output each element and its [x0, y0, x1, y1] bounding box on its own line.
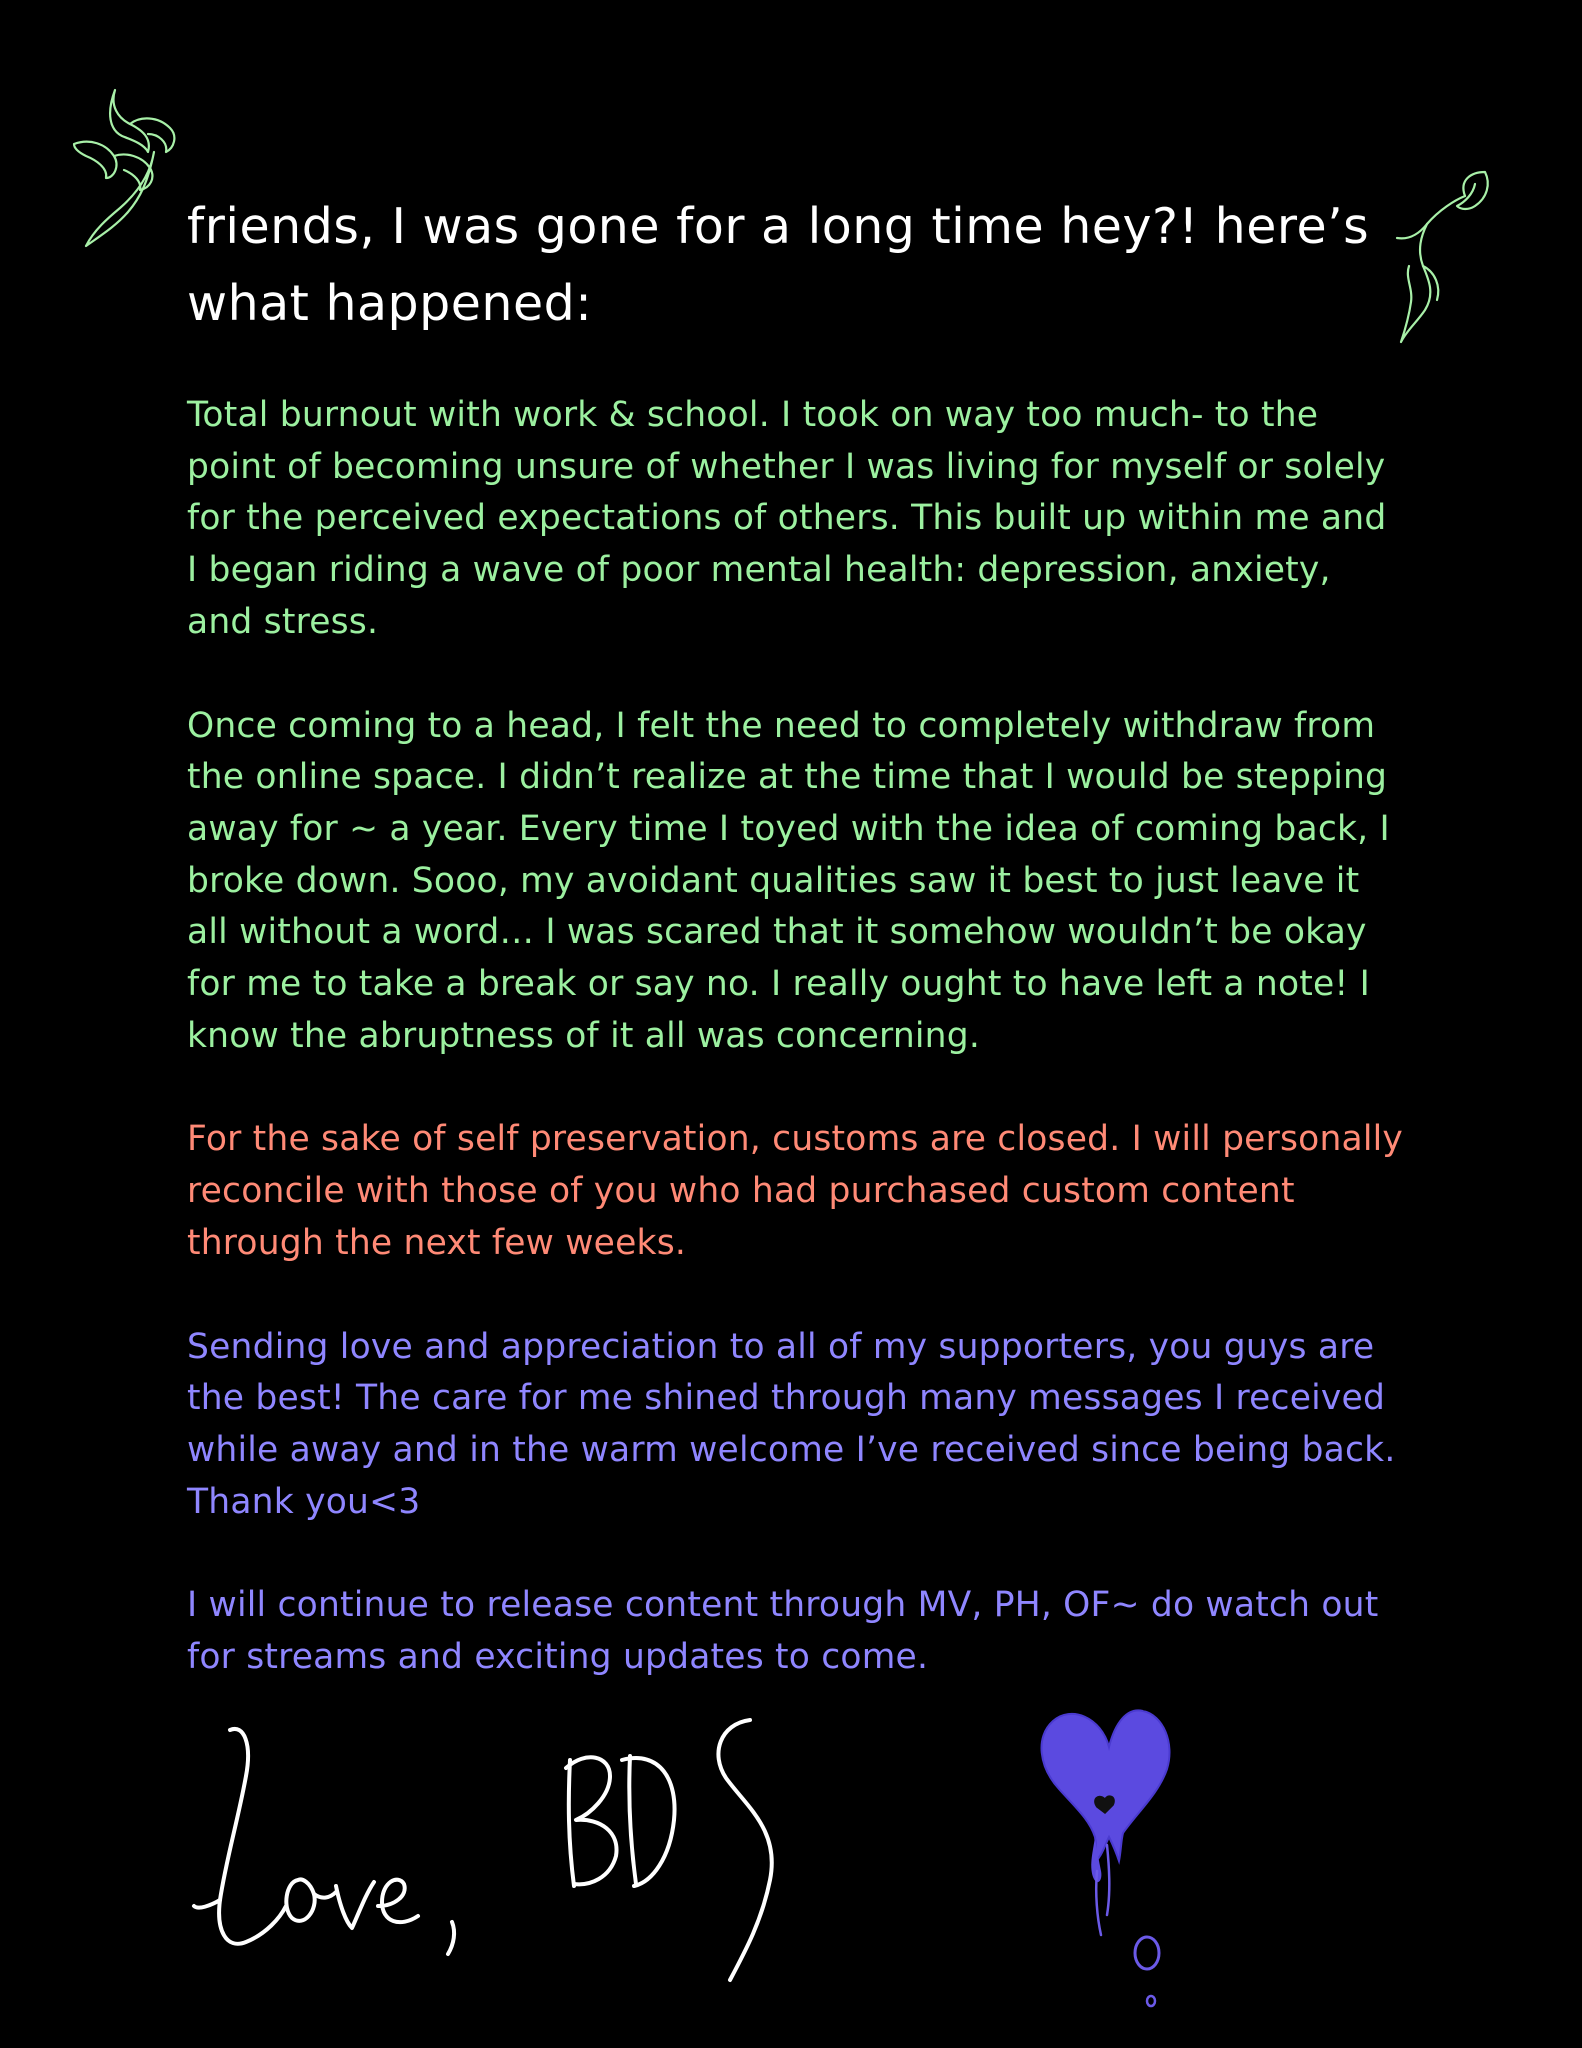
paragraph-line: broke down. Sooo, my avoidant qualities saw it best to just leave it [187, 860, 1360, 901]
paragraph-line: for me to take a break or say no. I really ought to have left a note! I [187, 964, 1371, 1005]
paragraph-line: Once coming to a head, I felt the need to completely withdraw from [187, 705, 1376, 746]
paragraph-future-content [187, 1580, 1417, 1683]
paragraph-appreciation [187, 1322, 1417, 1529]
paragraph-line: Total burnout with work & school. I took on way too much- to the [187, 395, 1319, 435]
paragraph-line: through the next few weeks. [187, 1222, 687, 1263]
paragraph-withdrawal [187, 701, 1417, 1063]
paragraph-line: For the sake of self preservation, customs are closed. I will personally [187, 1119, 1404, 1160]
paragraph-line: and stress. [187, 601, 379, 642]
paragraph-line: I will continue to release content through MV, PH, OF~ do watch out [187, 1585, 1379, 1626]
paragraph-line: Sending love and appreciation to all of my supporters, you guys are [187, 1326, 1375, 1367]
paragraph-line: all without a word… I was scared that it somehow wouldn’t be okay [187, 912, 1367, 953]
leaf-sprig-icon [70, 86, 185, 256]
paragraph-line: the online space. I didn’t realize at the time that I would be stepping [187, 757, 1388, 798]
paragraph-line: Thank you<3 [187, 1481, 421, 1522]
heading-line: what happened: [187, 275, 593, 332]
paragraph-customs-closed [187, 1114, 1417, 1269]
paragraph-line: I began riding a wave of poor mental health: depression, anxiety, [187, 550, 1331, 591]
paragraph-line: for the perceived expectations of others. This built up within me and [187, 498, 1387, 539]
paragraph-line: know the abruptness of it all was concerning. [187, 1015, 981, 1056]
paragraph-burnout [187, 390, 1417, 649]
paragraph-line: reconcile with those of you who had purchased custom content [187, 1171, 1295, 1212]
paragraph-line: the best! The care for me shined through many messages I received [187, 1378, 1386, 1419]
paragraph-line: point of becoming unsure of whether I was living for myself or solely [187, 446, 1386, 487]
letter-heading [187, 188, 1417, 342]
handwritten-signature [190, 1710, 830, 1990]
letter-body [187, 390, 1417, 1736]
dripping-heart-icon [1035, 1695, 1185, 2045]
paragraph-line: while away and in the warm welcome I’ve received since being back. [187, 1429, 1396, 1470]
heading-line: friends, I was gone for a long time hey?! here’s [187, 198, 1370, 255]
paragraph-line: away for ~ a year. Every time I toyed with the idea of coming back, I [187, 808, 1390, 849]
paragraph-line: for streams and exciting updates to come. [187, 1637, 929, 1678]
